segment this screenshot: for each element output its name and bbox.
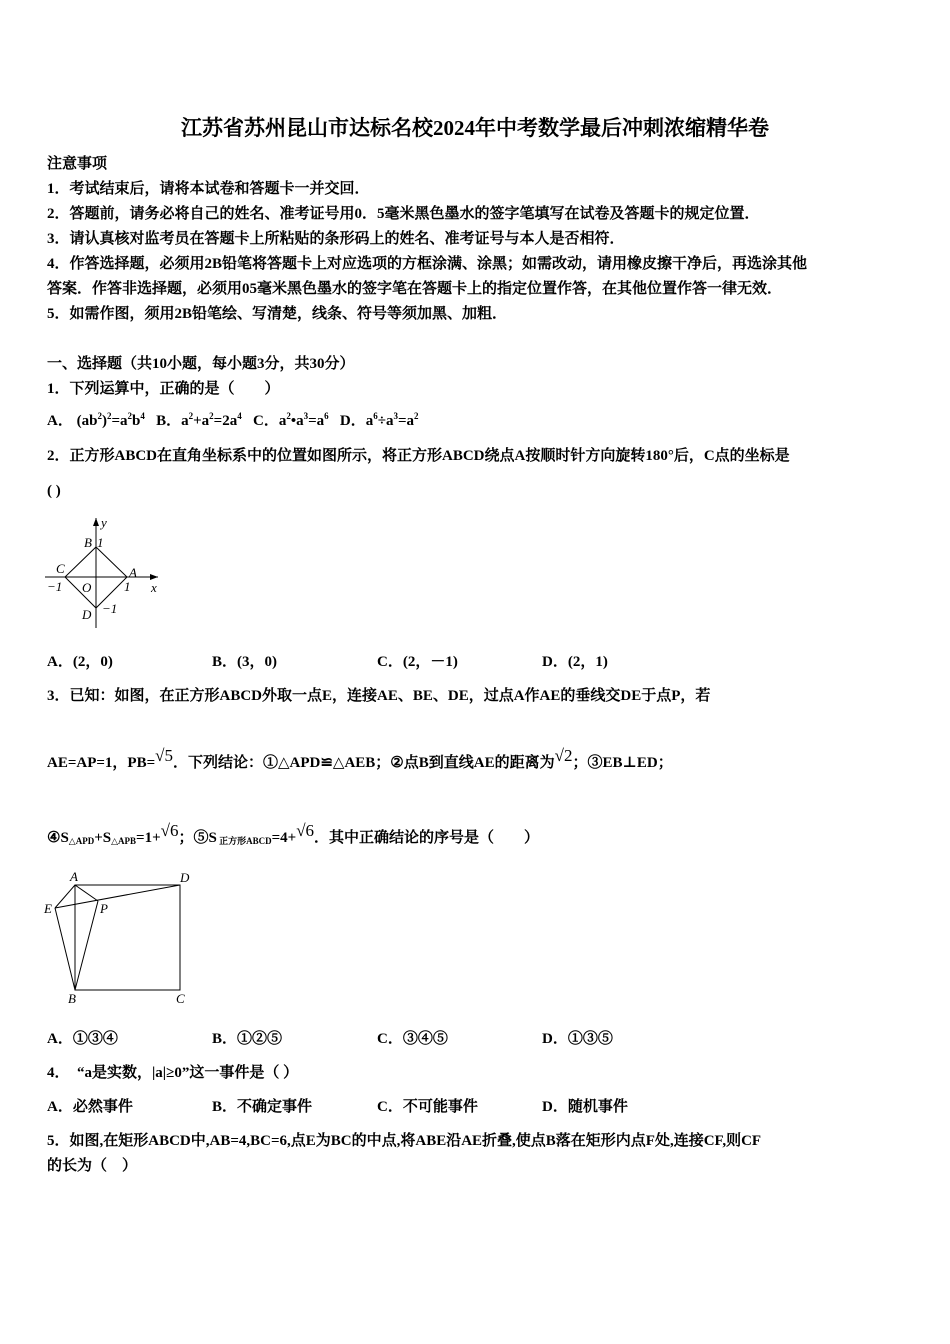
svg-text:P: P bbox=[100, 901, 108, 916]
svg-text:C: C bbox=[56, 561, 65, 576]
notes-heading: 注意事项 bbox=[47, 156, 108, 172]
q4-option-d: D．随机事件 bbox=[542, 1099, 628, 1115]
q3-option-a: A．①③④ bbox=[47, 1031, 118, 1047]
q2-option-b: B．(3，0) bbox=[212, 654, 277, 670]
q4-option-c: C．不可能事件 bbox=[377, 1099, 478, 1115]
svg-text:A: A bbox=[129, 565, 137, 580]
section-heading: 一、选择题（共10小题，每小题3分，共30分） bbox=[47, 356, 355, 372]
q2-option-d: D．(2，1) bbox=[542, 654, 608, 670]
note-item: 4．作答选择题，必须用2B铅笔将答题卡上对应选项的方框涂满、涂黑；如需改动，请用橡皮擦干净后，再选涂其他 bbox=[47, 256, 808, 272]
q1-stem: 1．下列运算中，正确的是（ ） bbox=[47, 381, 280, 397]
q3-stem: 3．已知：如图，在正方形ABCD外取一点E，连接AE、BE、DE，过点A作AE的垂线交DE于点P，若 bbox=[47, 688, 711, 704]
svg-text:E: E bbox=[44, 901, 52, 916]
q3-option-d: D．①③⑤ bbox=[542, 1031, 613, 1047]
svg-text:D: D bbox=[82, 607, 92, 622]
note-item: 3．请认真核对监考员在答题卡上所粘贴的条形码上的姓名、准考证号与本人是否相符． bbox=[47, 231, 625, 247]
svg-text:B: B bbox=[84, 535, 92, 550]
q3-stem-line3: $④S_{\triangle APD}+S_{\triangle APB}=1+√6$；⑤S $_{正方形ABCD}$=4+√6．其中正确结论的序号是（ ） bbox=[47, 821, 540, 846]
q4-stem: 4． “a是实数，|a|≥0”这一事件是（ ） bbox=[47, 1065, 299, 1081]
note-item: 5．如需作图，须用2B铅笔绘、写清楚，线条、符号等须加黑、加粗． bbox=[47, 306, 508, 322]
q2-stem-paren: ( ) bbox=[47, 483, 61, 499]
svg-text:x: x bbox=[151, 580, 157, 595]
svg-text:O: O bbox=[82, 580, 92, 595]
q2-option-a: A．(2，0) bbox=[47, 654, 113, 670]
q5-stem-line2: 的长为（ ） bbox=[47, 1158, 138, 1174]
q1-options: A． $(ab^2)^2=a^2b^4$ B．$a^2+a^2=2a^4$ C．$a^2•a^3=a^6$ D．$a^6\div a^3=a^2$ bbox=[47, 411, 419, 429]
svg-text:y: y bbox=[101, 515, 107, 530]
note-item: 1．考试结束后，请将本试卷和答题卡一并交回． bbox=[47, 181, 370, 197]
svg-text:−1: −1 bbox=[102, 601, 118, 616]
page-title: 江苏省苏州昆山市达标名校2024年中考数学最后冲刺浓缩精华卷 bbox=[181, 116, 769, 140]
note-item: 2．答题前，请务必将自己的姓名、准考证号用0．5毫米黑色墨水的签字笔填写在试卷及答题卡的规定位置． bbox=[47, 206, 760, 222]
svg-text:A: A bbox=[70, 869, 78, 884]
q5-stem: 5．如图,在矩形ABCD中,AB=4,BC=6,点E为BC的中点,将ABE沿AE折叠,使点B落在矩形内点F处,连接CF,则CF bbox=[47, 1133, 762, 1149]
q4-option-a: A．必然事件 bbox=[47, 1099, 133, 1115]
q3-option-b: B．①②⑤ bbox=[212, 1031, 283, 1047]
svg-text:D: D bbox=[180, 870, 190, 885]
q2-figure bbox=[40, 510, 180, 635]
q3-figure bbox=[40, 865, 200, 1010]
q4-option-b: B．不确定事件 bbox=[212, 1099, 313, 1115]
svg-text:1: 1 bbox=[124, 579, 131, 594]
svg-text:B: B bbox=[68, 991, 76, 1006]
svg-text:−1: −1 bbox=[47, 579, 63, 594]
q3-option-c: C．③④⑤ bbox=[377, 1031, 448, 1047]
q2-stem: 2．正方形ABCD在直角坐标系中的位置如图所示，将正方形ABCD绕点A按顺时针方向旋转180°后，C点的坐标是 bbox=[47, 448, 790, 464]
svg-text:C: C bbox=[176, 991, 185, 1006]
svg-text:1: 1 bbox=[97, 535, 104, 550]
note-item: 答案．作答非选择题，必须用05毫米黑色墨水的签字笔在答题卡上的指定位置作答，在其他位置作答一律无效． bbox=[47, 281, 783, 297]
q3-stem-line2: AE=AP=1，PB=√5．下列结论：①△APD≌△AEB；②点B到直线AE的距离为√2；③EB⊥ED； bbox=[47, 746, 673, 771]
q2-option-c: C．(2，－1) bbox=[377, 654, 458, 670]
